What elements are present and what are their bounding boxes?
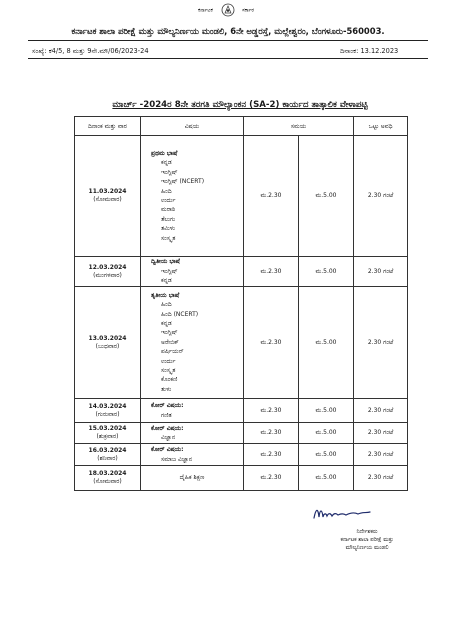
- total-duration: 2.30 ಗಂಟೆ: [354, 399, 408, 423]
- total-duration: 2.30 ಗಂಟೆ: [354, 257, 408, 287]
- end-time: ಮ.5.00: [299, 423, 354, 444]
- table-row: [75, 399, 408, 423]
- exam-timetable: [74, 116, 408, 491]
- subject-item: ಸಂಸ್ಕೃತ: [161, 234, 176, 242]
- subject-item: ತಮಿಳು: [161, 225, 176, 233]
- total-duration: 2.30 ಗಂಟೆ: [354, 136, 408, 257]
- subject-heading: ತೃತೀಯ ಭಾಷೆ: [151, 291, 180, 299]
- total-duration: 2.30 ಗಂಟೆ: [354, 444, 408, 466]
- subject-cell: [141, 423, 244, 444]
- total-duration: 2.30 ಗಂಟೆ: [354, 423, 408, 444]
- exam-day: (ಸೋಮವಾರ): [93, 478, 122, 485]
- end-time: ಮ.5.00: [299, 287, 354, 399]
- subject-heading: ಕೋರ್ ವಿಷಯ:: [151, 446, 184, 454]
- table-row: [75, 444, 408, 466]
- date-cell: [75, 136, 141, 257]
- date-cell: [75, 287, 141, 399]
- subject-item: ಉರ್ದು: [161, 197, 176, 204]
- issue-date: ದಿನಾಂಕ: 13.12.2023: [340, 47, 399, 55]
- exam-date: 11.03.2024: [88, 188, 127, 195]
- end-time: ಮ.5.00: [299, 466, 354, 491]
- exam-date: 15.03.2024: [88, 425, 127, 432]
- subject-item: ತೆಲುಗು: [161, 215, 176, 223]
- date-cell: [75, 444, 141, 466]
- exam-day: (ಗುರುವಾರ): [95, 410, 120, 418]
- signatory-role: ನಿರ್ದೇಶಕರು: [356, 529, 378, 535]
- subject-heading: ಕೋರ್ ವಿಷಯ:: [151, 402, 184, 410]
- end-time: ಮ.5.00: [299, 399, 354, 423]
- gov-label-left: ಕರ್ನಾಟಕ: [198, 7, 213, 14]
- header-date: ದಿನಾಂಕ ಮತ್ತು ವಾರ: [75, 117, 141, 136]
- exam-date: 16.03.2024: [88, 446, 127, 454]
- start-time: ಮ.2.30: [244, 257, 299, 287]
- subject-item: ಇಂಗ್ಲಿಷ್: [161, 267, 178, 275]
- subject-cell: [141, 287, 244, 399]
- end-time: ಮ.5.00: [299, 444, 354, 466]
- header-rule-bottom: [28, 58, 428, 59]
- start-time: ಮ.2.30: [244, 466, 299, 491]
- exam-day: (ಶುಕ್ರವಾರ): [96, 433, 119, 440]
- document-title: ಮಾರ್ಚ್ -2024ರ 8ನೇ ತರಗತಿ ಮೌಲ್ಯಾಂಕನ (SA-2) ಕಾರ್ಯದ ತಾತ್ಕಾಲಿಕ ವೇಳಾಪಟ್ಟಿ: [112, 100, 368, 110]
- start-time: ಮ.2.30: [244, 423, 299, 444]
- end-time: ಮ.5.00: [299, 257, 354, 287]
- header-time: ಸಮಯ: [244, 117, 354, 136]
- exam-day: (ಮಂಗಳವಾರ): [93, 271, 122, 279]
- subject-item: ಕೊಂಕಣಿ: [161, 376, 178, 384]
- subject-item: ಹಿಂದಿ: [161, 187, 172, 195]
- subject-item: ಸಂಸ್ಕೃತ: [161, 367, 176, 375]
- table-row: [75, 287, 408, 399]
- subject-cell: [141, 444, 244, 466]
- subject-item: ಹಿಂದಿ: [161, 301, 172, 309]
- subject-item: ಗಣಿತ: [161, 411, 172, 419]
- table-row: [75, 466, 408, 491]
- signatory-block: [292, 528, 442, 552]
- exam-day: (ಬುಧವಾರ): [95, 342, 120, 350]
- reference-number: ಸಂಖ್ಯೆ: ಕ4/5, 8 ಮತ್ತು 9ನೇ.ಮೌ/06/2023-24: [32, 47, 149, 55]
- start-time: ಮ.2.30: [244, 399, 299, 423]
- start-time: ಮ.2.30: [244, 444, 299, 466]
- subject-item: ಮರಾಠಿ: [161, 206, 176, 214]
- subject-heading: ದ್ವಿತೀಯ ಭಾಷೆ: [151, 258, 180, 266]
- government-header: [0, 3, 452, 17]
- subject-item: ಕನ್ನಡ: [161, 277, 172, 285]
- subject-cell: [141, 399, 244, 423]
- subject-item: ಇಂಗ್ಲಿಷ್: [161, 329, 178, 337]
- subject-heading: ಪ್ರಥಮ ಭಾಷೆ: [151, 149, 178, 157]
- date-cell: [75, 423, 141, 444]
- subject-item: ಉರ್ದು: [161, 357, 176, 365]
- exam-date: 13.03.2024: [88, 334, 127, 342]
- subject-item: ವಿಜ್ಞಾನ: [161, 434, 176, 441]
- table-row: [75, 423, 408, 444]
- subject-item: ಕನ್ನಡ: [161, 319, 172, 327]
- signatory-office-line2: ಮೌಲ್ಯನಿರ್ಣಯ ಮಂಡಲಿ: [345, 545, 389, 551]
- subject-item: ಕನ್ನಡ: [161, 159, 172, 167]
- subject-item: ಇಂಗ್ಲಿಷ್: [161, 168, 178, 176]
- subject-cell: [141, 257, 244, 287]
- table-header-row: [75, 117, 408, 136]
- subject-cell: [141, 466, 244, 491]
- state-emblem-icon: [221, 3, 235, 17]
- subject-cell: [141, 136, 244, 257]
- signatory-office-line1: ಕರ್ನಾಟಕ ಶಾಲಾ ಪರೀಕ್ಷೆ ಮತ್ತು: [340, 537, 394, 543]
- date-cell: [75, 399, 141, 423]
- subject-item: ಅರೇಬಿಕ್: [161, 338, 179, 346]
- exam-date: 18.03.2024: [88, 470, 127, 477]
- header-rule-top: [28, 40, 428, 41]
- gov-label-right: ಸರ್ಕಾರ: [242, 7, 254, 14]
- subject-item: ಪರ್ಷಿಯನ್: [161, 348, 184, 356]
- end-time: ಮ.5.00: [299, 136, 354, 257]
- total-duration: 2.30 ಗಂಟೆ: [354, 287, 408, 399]
- exam-date: 14.03.2024: [88, 402, 127, 410]
- table-row: [75, 136, 408, 257]
- subject-heading: ಕೋರ್ ವಿಷಯ:: [151, 424, 184, 432]
- director-signature: [312, 504, 372, 524]
- date-cell: [75, 466, 141, 491]
- exam-day: (ಶನಿವಾರ): [97, 454, 118, 462]
- table-row: [75, 257, 408, 287]
- exam-date: 12.03.2024: [88, 263, 127, 271]
- header-subject: ವಿಷಯ: [141, 117, 244, 136]
- subject-item: ಇಂಗ್ಲಿಷ್ (NCERT): [161, 178, 205, 186]
- subject-item: ದೈಹಿಕ ಶಿಕ್ಷಣ: [179, 474, 205, 482]
- subject-item: ಸಮಾಜ ವಿಜ್ಞಾನ: [161, 455, 193, 463]
- board-address: ಕರ್ನಾಟಕ ಶಾಲಾ ಪರೀಕ್ಷೆ ಮತ್ತು ಮೌಲ್ಯನಿರ್ಣಯ ಮಂಡಲಿ, 6ನೇ ಅಡ್ಡರಸ್ತೆ, ಮಲ್ಲೇಶ್ವರಂ, ಬೆಂಗಳೂರು-560003.: [71, 26, 385, 36]
- subject-item: ತುಳು: [161, 385, 172, 393]
- start-time: ಮ.2.30: [244, 287, 299, 399]
- exam-day: (ಸೋಮವಾರ): [93, 196, 122, 203]
- header-duration: ಒಟ್ಟು ಅವಧಿ: [354, 117, 408, 136]
- date-cell: [75, 257, 141, 287]
- start-time: ಮ.2.30: [244, 136, 299, 257]
- subject-item: ಹಿಂದಿ (NCERT): [161, 310, 199, 318]
- total-duration: 2.30 ಗಂಟೆ: [354, 466, 408, 491]
